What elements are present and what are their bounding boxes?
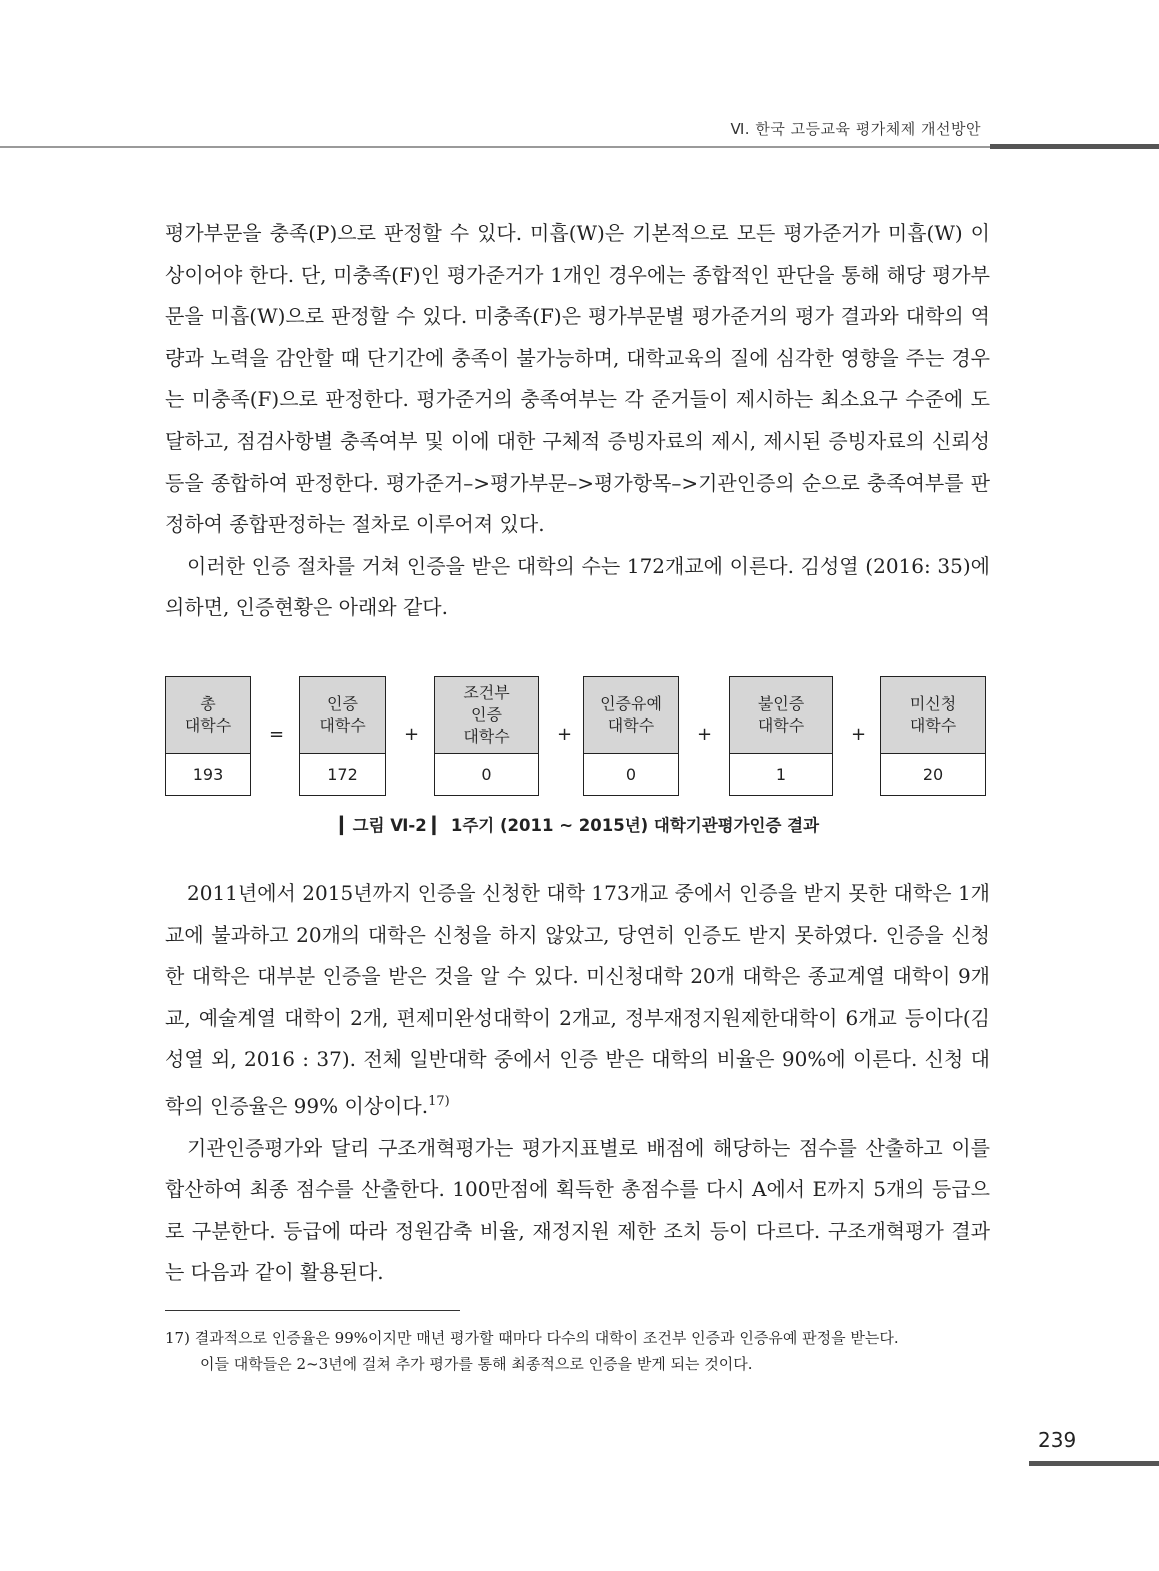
figure-caption: ▎그림 Ⅵ-2 ▎ 1주기 (2011 ~ 2015년) 대학기관평가인증 결과 (339, 816, 820, 835)
box-value: 0 (625, 765, 637, 784)
box-label: 미신청 대학수 (881, 677, 985, 754)
box-label: 조건부 인증 대학수 (435, 677, 538, 754)
paragraph: 평가부문을 충족(P)으로 판정할 수 있다. 미흡(W)은 기본적으로 모든 평가준거가 미흡(W) 이상이어야 한다. 단, 미충족(F)인 평가준거가 1개인 경우에는 종합적인 판단을 통해 해당 평가부문을 미흡(W)으로 판정할 수 있다. 미충족(F)은 평가부문별 평가준거의 평가 결과와 대학의 역량과 노력을 감안할 때 단기간에 충족이 불가능하며, 대학교육의 질에 심각한 영향을 주는 경우는 미충족(F)으로 판정한다. 평가준거의 충족여부는 각 준거들이 제시하는 최소요구 수준에 도달하고, 점검사항별 충족여부 및 이에 대한 구체적 증빙자료의 제시, 제시된 증빙자료의 신뢰성 등을 종합하여 판정한다. 평가준거–>평가부문–>평가항목–>기관인증의 순으로 충족여부를 판정하여 종합판정하는 절차로 이루어져 있다. (165, 221, 990, 537)
box-label: 인증유예 대학수 (584, 677, 678, 754)
box-value: 193 (192, 765, 224, 784)
header-rule-thick (990, 144, 1159, 149)
footnote-rule (165, 1310, 460, 1311)
footer-rule (1029, 1461, 1159, 1466)
paragraph-text: 2011년에서 2015년까지 인증을 신청한 대학 173개교 중에서 인증을 받지 못한 대학은 1개교에 불과하고 20개의 대학은 신청을 하지 않았고, 당연히 인증도 받지 못하였다. 인증을 신청한 대학은 대부분 인증을 받은 것을 알 수 있다. 미신청대학 20개 대학은 종교계열 대학이 9개교, 예술계열 대학이 2개, 편제미완성대학이 2개교, 정부재정지원제한대학이 6개교 등이다(김성열 외, 2016 : 37). 전체 일반대학 중에서 인증 받은 대학의 비율은 90%에 이른다. 신청 대학의 인증율은 99% 이상이다. (165, 881, 990, 1118)
body-text-bottom (165, 873, 990, 1294)
footnote-reference: 17) (428, 1093, 450, 1109)
box-label: 불인증 대학수 (730, 677, 832, 754)
box-value: 0 (481, 765, 492, 784)
body-text-top (165, 213, 990, 629)
box-label: 인증 대학수 (300, 677, 385, 754)
footnote-line: 17) 결과적으로 인증율은 99%이지만 매년 평가할 때마다 다수의 대학이 조건부 인증과 인증유예 판정을 받는다. (165, 1329, 899, 1347)
box-not-applied (880, 676, 986, 796)
plus-operator: + (404, 724, 420, 745)
box-conditional-certified (434, 676, 539, 796)
plus-operator: + (557, 724, 573, 745)
running-header: Ⅵ. 한국 고등교육 평가체제 개선방안 (730, 120, 981, 138)
box-certified (299, 676, 386, 796)
plus-operator: + (697, 724, 713, 745)
box-total-universities (165, 676, 251, 796)
box-value: 172 (327, 765, 358, 784)
box-value: 1 (775, 765, 787, 784)
paragraph: 이러한 인증 절차를 거쳐 인증을 받은 대학의 수는 172개교에 이른다. 김성열 (2016: 35)에 의하면, 인증현황은 아래와 같다. (165, 553, 990, 620)
plus-operator: + (851, 724, 867, 745)
box-not-certified (729, 676, 833, 796)
box-label: 총 대학수 (166, 677, 250, 754)
footnote (165, 1325, 995, 1377)
equals-operator: = (269, 724, 285, 745)
box-value: 20 (922, 765, 944, 784)
paragraph: 기관인증평가와 달리 구조개혁평가는 평가지표별로 배점에 해당하는 점수를 산출하고 이를 합산하여 최종 점수를 산출한다. 100만점에 획득한 총점수를 다시 A에서 E까지 5개의 등급으로 구분한다. 등급에 따라 정원감축 비율, 재정지원 제한 조치 등이 다르다. 구조개혁평가 결과는 다음과 같이 활용된다. (165, 1135, 990, 1285)
footnote-line: 이들 대학들은 2~3년에 걸쳐 추가 평가를 통해 최종적으로 인증을 받게 되는 것이다. (200, 1355, 753, 1373)
header-rule-thin (0, 146, 990, 148)
paragraph (165, 873, 990, 1128)
box-deferred-certification (583, 676, 679, 796)
page-number: 239 (1038, 1428, 1077, 1452)
